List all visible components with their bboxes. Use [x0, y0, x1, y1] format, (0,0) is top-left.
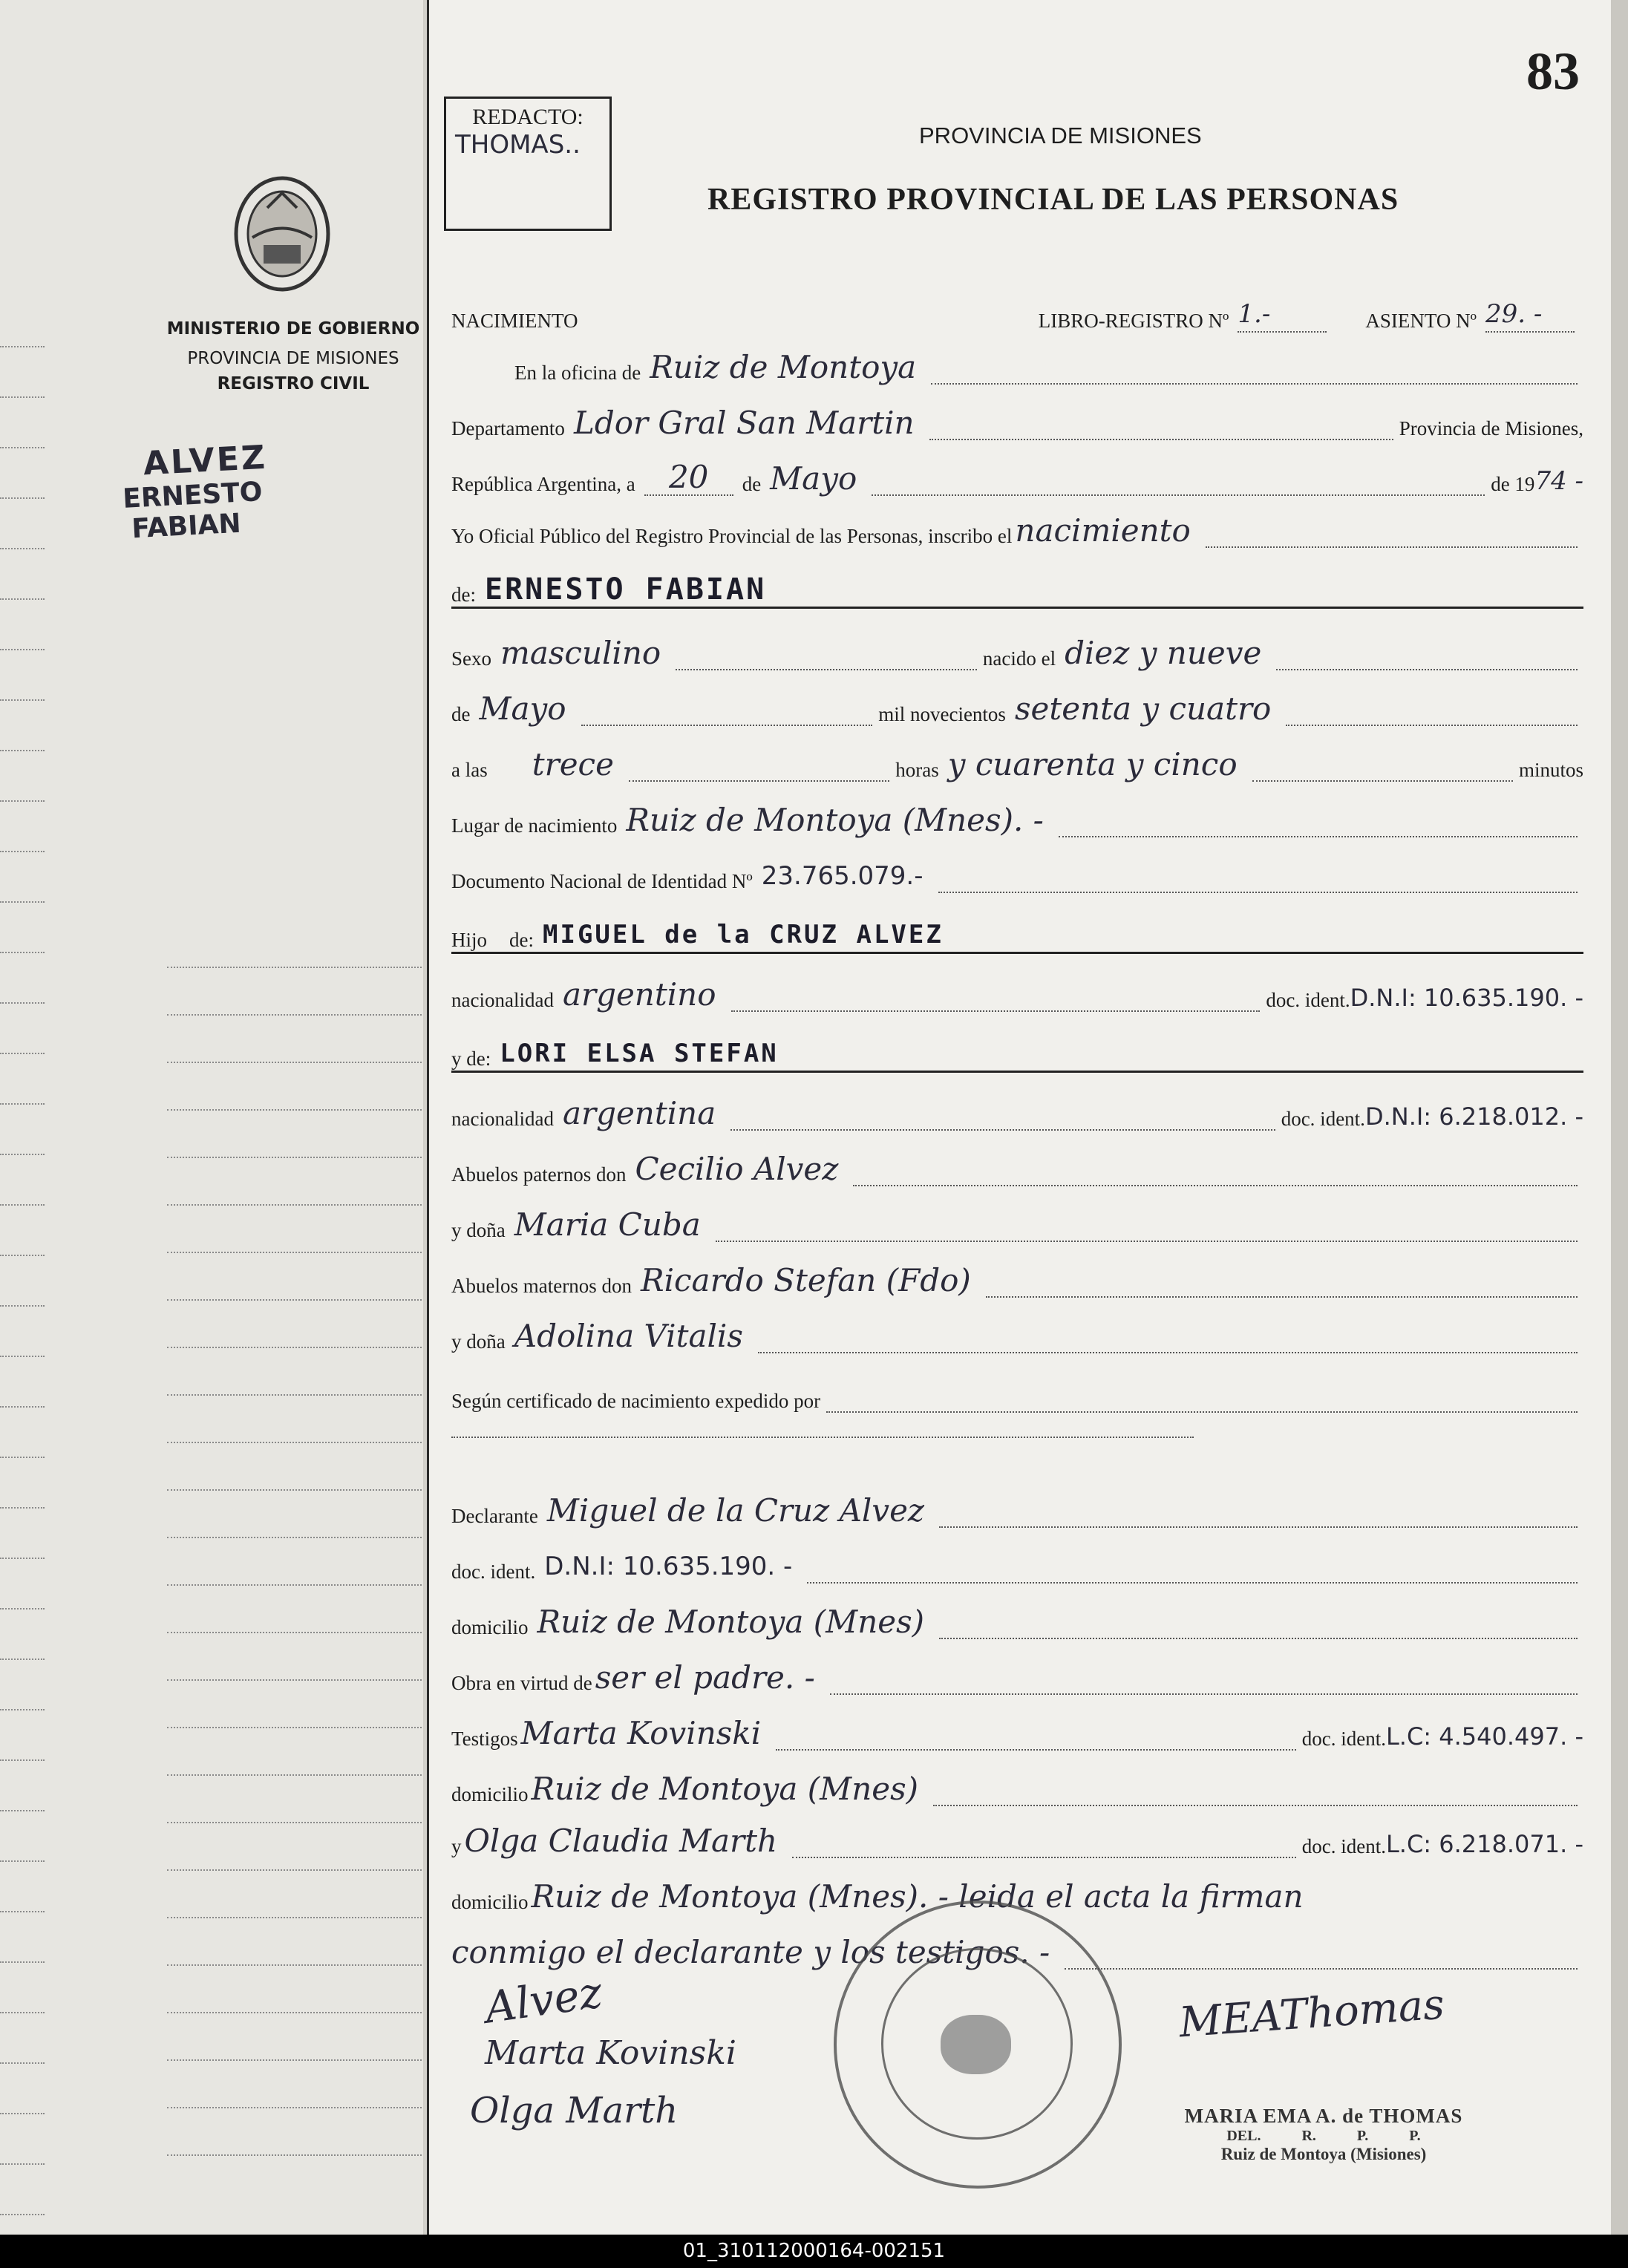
hijo-label: Hijo [451, 929, 488, 951]
doc-padre-label: doc. ident. [1266, 989, 1350, 1011]
abuela-mat-value: Adolina Vitalis [514, 1318, 743, 1354]
stub-name-2: FABIAN [131, 508, 242, 545]
row-padre [451, 913, 1583, 954]
horas-label: horas [895, 759, 939, 781]
min-value: y cuarenta y cinco [947, 746, 1238, 782]
stub-name-1: ERNESTO [122, 477, 264, 514]
redacto-box [444, 97, 612, 231]
page-number: 83 [1526, 42, 1580, 101]
mil-value: setenta y cuatro [1014, 690, 1272, 727]
sexo-label: Sexo [451, 647, 491, 670]
obra-value: ser el padre. - [595, 1659, 815, 1696]
lugar-value: Ruiz de Montoya (Mnes). - [626, 802, 1044, 838]
official-title: DEL. R. P. P. [1226, 2128, 1421, 2144]
asiento-label: ASIENTO Nº [1365, 310, 1477, 332]
nac-padre-value: argentino [562, 976, 716, 1013]
doc-t1-label: doc. ident. [1301, 1728, 1386, 1750]
row-nombre [451, 568, 1583, 609]
row-doc-declarante [451, 1548, 1583, 1584]
abuelo-pat-value: Cecilio Alvez [635, 1151, 839, 1187]
dni-label: Documento Nacional de Identidad Nº [451, 870, 753, 892]
dia-value: 20 [644, 460, 733, 496]
ministry-line-1: MINISTERIO DE GOBIERNO [166, 319, 420, 339]
official-place: Ruiz de Montoya (Misiones) [1220, 2145, 1427, 2163]
mes-value: Mayo [770, 460, 857, 497]
oficina-label: En la oficina de [514, 362, 641, 384]
minutos-label: minutos [1518, 759, 1583, 781]
abuelo-mat-value: Ricardo Stefan (Fdo) [640, 1262, 971, 1298]
row-segun [451, 1377, 1583, 1413]
left-page-dotted-lines [0, 297, 45, 2266]
ministry-line-2: PROVINCIA DE MISIONES [187, 349, 399, 368]
row-mes-anio [451, 690, 1583, 726]
official-seal-stamp [834, 1901, 1122, 2189]
row-departamento [451, 405, 1583, 440]
doc-t1-value: L.C: 4.540.497. - [1385, 1722, 1583, 1751]
left-page [0, 0, 438, 2235]
doc-t2-value: L.C: 6.218.071. - [1385, 1830, 1583, 1858]
domicilio-label-1: domicilio [451, 1616, 529, 1638]
lugar-label: Lugar de nacimiento [451, 814, 618, 837]
nacido-label: nacido el [982, 647, 1056, 670]
obra-label: Obra en virtud de [451, 1672, 592, 1694]
header-province: PROVINCIA DE MISIONES [919, 122, 1202, 148]
yde-label: y de: [451, 1048, 491, 1070]
ydona-label-1: y doña [451, 1219, 506, 1241]
signature-declarante: Alvez [482, 1967, 606, 2033]
row-madre [451, 1032, 1583, 1073]
page-edge [1611, 0, 1628, 2235]
image-id-footer: 01_310112000164-002151 [0, 2235, 1628, 2268]
redacto-label: REDACTO: [472, 105, 583, 129]
certificate-page [427, 0, 1613, 2235]
row-obra [451, 1659, 1583, 1695]
row-oficina [514, 349, 1583, 385]
anio-label: de 19 [1491, 473, 1535, 495]
segun-label: Según certificado de nacimiento expedido por [451, 1390, 821, 1412]
row-nac-padre [451, 976, 1583, 1012]
doc-t2-label: doc. ident. [1301, 1835, 1386, 1857]
official-name: MARIA EMA A. de THOMAS [1184, 2105, 1463, 2127]
libro-label: LIBRO-REGISTRO Nº [1038, 310, 1229, 332]
row-abuelo-paterno [451, 1151, 1583, 1186]
row-domicilio-testigo-1 [451, 1771, 1583, 1806]
mes2-value: Mayo [479, 690, 566, 727]
row-nac-madre [451, 1095, 1583, 1131]
domicilio-label-3: domicilio [451, 1891, 529, 1913]
row-dni [451, 857, 1583, 893]
stub-surname: ALVEZ [142, 438, 269, 483]
abuela-pat-value: Maria Cuba [514, 1206, 701, 1243]
row-testigo-2 [451, 1823, 1583, 1858]
nac-padre-label: nacionalidad [451, 989, 554, 1011]
nac-madre-value: argentina [562, 1095, 716, 1131]
redacto-name: THOMAS.. [455, 130, 581, 160]
row-abuela-paterna [451, 1206, 1583, 1242]
departamento-value: Ldor Gral San Martin [573, 405, 915, 441]
departamento-label: Departamento [451, 417, 565, 439]
alas-label: a las [451, 759, 488, 781]
doc-padre-value: D.N.I: 10.635.190. - [1350, 984, 1583, 1012]
oficial-text: Yo Oficial Público del Registro Provincial de las Personas, inscribo el [451, 525, 1013, 547]
doc-madre-label: doc. ident. [1281, 1108, 1365, 1130]
cierre-value: conmigo el declarante y los testigos. - [451, 1934, 1050, 1970]
padre-value: MIGUEL de la CRUZ ALVEZ [543, 920, 944, 950]
row-sexo [451, 635, 1583, 670]
declarante-label: Declarante [451, 1505, 538, 1527]
ydona-label-2: y doña [451, 1330, 506, 1353]
doc-decl-label: doc. ident. [451, 1561, 536, 1583]
asiento-value: 29. - [1485, 297, 1575, 333]
signature-testigo-1: Marta Kovinski [485, 2034, 736, 2072]
de-label: de: [451, 584, 476, 606]
dni-value: 23.765.079.- [761, 861, 923, 891]
dom-t2-value: Ruiz de Montoya (Mnes). - leida el acta la firman [531, 1878, 1304, 1915]
anio-value: 74 - [1534, 466, 1583, 496]
row-fecha [451, 460, 1583, 496]
testigo1-value: Marta Kovinski [520, 1715, 762, 1751]
row-testigo-1 [451, 1715, 1583, 1751]
nac-madre-label: nacionalidad [451, 1108, 554, 1130]
domicilio-label-2: domicilio [451, 1783, 529, 1805]
testigo2-value: Olga Claudia Marth [464, 1823, 778, 1859]
madre-value: LORI ELSA STEFAN [500, 1039, 779, 1068]
hora-value: trece [532, 746, 614, 782]
oficial-value: nacimiento [1015, 512, 1191, 549]
abuelos-pat-label: Abuelos paternos don [451, 1163, 627, 1186]
dom-decl-value: Ruiz de Montoya (Mnes) [537, 1604, 925, 1640]
dom-t1-value: Ruiz de Montoya (Mnes) [531, 1771, 919, 1807]
de-label-2: de [451, 703, 471, 725]
segun-line-2 [451, 1437, 1194, 1438]
nacido-value: diez y nueve [1065, 635, 1262, 671]
doc-madre-value: D.N.I: 6.218.012. - [1364, 1102, 1583, 1131]
row-abuela-materna [451, 1318, 1583, 1353]
y-label: y [451, 1835, 462, 1857]
testigos-label: Testigos [451, 1728, 518, 1750]
signature-testigo-2: Olga Marth [470, 2090, 679, 2131]
row-hora [451, 746, 1583, 782]
row-lugar [451, 802, 1583, 837]
libro-value: 1.- [1238, 297, 1327, 333]
nombre-value: ERNESTO FABIAN [485, 572, 767, 607]
type-label: NACIMIENTO [451, 310, 578, 332]
republica-label: República Argentina, a [451, 473, 635, 495]
sexo-value: masculino [500, 635, 661, 671]
coat-of-arms-emblem [223, 167, 341, 297]
row-oficial [451, 512, 1583, 548]
provincia-label: Provincia de Misiones, [1399, 417, 1583, 439]
hijo-de-label: de: [509, 929, 535, 951]
de-label-1: de [742, 473, 762, 495]
declarante-value: Miguel de la Cruz Alvez [546, 1492, 925, 1529]
oficina-value: Ruiz de Montoya [650, 349, 917, 385]
mil-label: mil novecientos [878, 703, 1006, 725]
row-abuelo-materno [451, 1262, 1583, 1298]
doc-decl-value: D.N.I: 10.635.190. - [544, 1552, 793, 1581]
row-libro [451, 297, 1583, 333]
signature-official: MEAThomas [1177, 1980, 1446, 2048]
stub-dotted-lines [167, 921, 431, 2156]
row-declarante [451, 1492, 1583, 1528]
ministry-line-3: REGISTRO CIVIL [217, 374, 370, 393]
abuelos-mat-label: Abuelos maternos don [451, 1275, 632, 1297]
row-domicilio-declarante [451, 1604, 1583, 1639]
header-title: REGISTRO PROVINCIAL DE LAS PERSONAS [707, 183, 1399, 217]
